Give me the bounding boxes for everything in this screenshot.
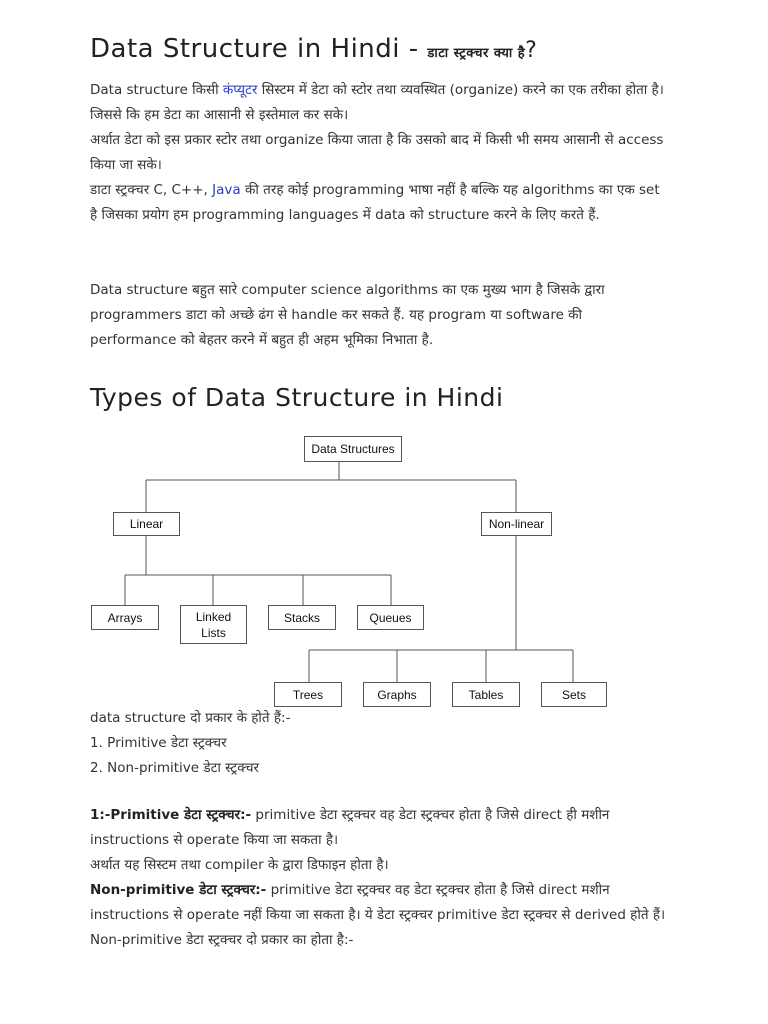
list-item-primitive: 1. Primitive डेटा स्ट्रक्चर xyxy=(90,735,227,751)
intro-paragraph-2: अर्थात डेटा को इस प्रकार स्टोर तथा organize किया जाता है कि उसको बाद में किसी भी समय आसानी से access किया जा सके। xyxy=(90,132,664,173)
intro-paragraph-1 xyxy=(90,78,670,128)
primitive-paragraph-2: अर्थात यह सिस्टम तथा compiler के द्वारा डिफाइन होता है। xyxy=(90,857,389,873)
intro-text: डाटा स्ट्रक्चर C, C++, xyxy=(90,182,213,198)
node-arrays: Arrays xyxy=(91,605,159,630)
node-linear: Linear xyxy=(113,512,180,536)
intro-text: Data structure किसी xyxy=(90,82,223,98)
node-data-structures: Data Structures xyxy=(304,436,402,462)
intro-text: की तरह कोई programming भाषा नहीं है बल्कि यह algorithms का एक set है जिसका प्रयोग हम programming languages में data को structure करने के लिए करते हैं. xyxy=(90,182,660,223)
node-non-linear: Non-linear xyxy=(481,512,552,536)
primitive-label: 1:-Primitive डेटा स्ट्रक्चर:- xyxy=(90,807,252,823)
java-link[interactable]: Java xyxy=(212,182,241,198)
node-queues: Queues xyxy=(357,605,424,630)
article-top xyxy=(90,34,670,412)
primitive-paragraph xyxy=(90,803,670,853)
types-heading: Types of Data Structure in Hindi xyxy=(90,383,504,412)
node-graphs: Graphs xyxy=(363,682,431,707)
non-primitive-paragraph xyxy=(90,878,670,928)
non-primitive-label: Non-primitive डेटा स्ट्रक्चर:- xyxy=(90,882,267,898)
title-main: Data Structure in Hindi - xyxy=(90,34,428,64)
list-item-non-primitive: 2. Non-primitive डेटा स्ट्रक्चर xyxy=(90,760,260,776)
non-primitive-paragraph-2: Non-primitive डेटा स्ट्रक्चर दो प्रकार का होता है:- xyxy=(90,932,354,948)
article-bottom xyxy=(90,706,670,953)
diagram-connectors xyxy=(0,430,768,710)
computer-link[interactable]: कंप्यूटर xyxy=(222,82,258,98)
non-primitive-text: primitive डेटा स्ट्रक्चर वह डेटा स्ट्रक्चर होता है जिसे direct मशीन instructions से operate नहीं किया जा सकता है। ये डेटा स्ट्रक्चर primitive डेटा स्ट्रक्चर से derived होते हैं। xyxy=(90,882,666,923)
intro-paragraph-3 xyxy=(90,178,670,228)
node-stacks: Stacks xyxy=(268,605,336,630)
types-intro: data structure दो प्रकार के होते हैं:- xyxy=(90,710,291,726)
title-question-mark: ? xyxy=(525,38,538,63)
page-title xyxy=(90,34,670,64)
node-tables: Tables xyxy=(452,682,520,707)
intro-text: सिस्टम में डेटा को स्टोर तथा व्यवस्थित (organize) करने का एक तरीका होता है। जिससे कि हम डेटा का आसानी से इस्तेमाल कर सके। xyxy=(90,82,664,123)
primitive-text: primitive डेटा स्ट्रक्चर वह डेटा स्ट्रक्चर होता है जिसे direct ही मशीन instructions से operate किया जा सकता है। xyxy=(90,807,610,848)
title-hindi: डाटा स्ट्रक्चर क्या है xyxy=(427,46,526,61)
node-sets: Sets xyxy=(541,682,607,707)
node-trees: Trees xyxy=(274,682,342,707)
data-structure-diagram xyxy=(0,430,768,710)
node-linked-lists: Linked Lists xyxy=(180,605,247,644)
intro-paragraph-4: Data structure बहुत सारे computer science algorithms का एक मुख्य भाग है जिसके द्वारा programmers डाटा को अच्छे ढंग से handle कर सकते हैं. यह program या software की performance को बेहतर करने में बहुत ही अहम भूमिका निभाता है. xyxy=(90,282,605,348)
